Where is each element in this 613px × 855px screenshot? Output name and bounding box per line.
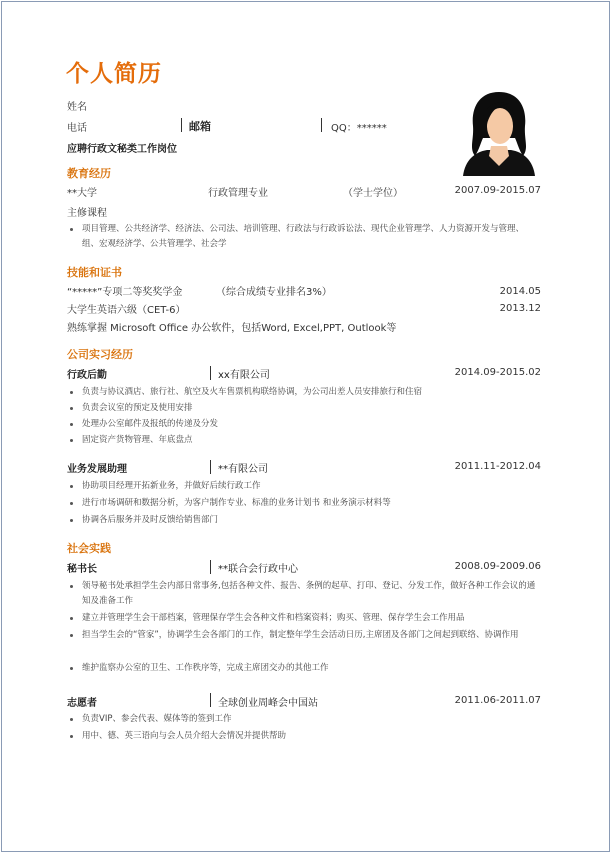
name-label: 姓名 [67,102,87,113]
phone-label: 电话 [67,123,87,134]
list-item: 协助项目经理开拓新业务，并做好后续行政工作 [70,479,540,494]
courses-list-item: 项目管理、公共经济学、经济法、公司法、培训管理、行政法与行政诉讼法、现代企业管理学、人力资源开发与管理、组、宏观经济学、公共管理学、社会学 [70,222,540,252]
job-date: 2011.11-2012.04 [454,461,541,472]
job-objective: 应聘行政文秘类工作岗位 [67,144,177,155]
section-education-heading: 教育经历 [67,167,111,180]
job-org: **联合会行政中心 [218,564,298,575]
divider [210,560,211,574]
divider [210,366,211,380]
female-avatar-icon [457,90,541,176]
divider [210,460,211,474]
job-role: 业务发展助理 [67,464,127,475]
list-item: 协调各后服务并及时反馈给销售部门 [70,513,540,528]
email-label: 邮箱 [189,120,211,133]
page-title: 个人简历 [66,61,162,87]
job-org: xx有限公司 [218,370,270,381]
list-item: 领导秘书处承担学生会内部日常事务,包括各种文件、报告、条例的起草、打印、登记、分发工作，做好各种工作会议的通知及准备工作 [70,579,540,609]
divider [210,693,211,707]
list-item: 固定资产货物管理、年底盘点 [70,433,540,448]
section-social-heading: 社会实践 [67,542,111,555]
section-skills-heading: 技能和证书 [67,266,122,279]
job-date: 2008.09-2009.06 [454,561,541,572]
job-role: 秘书长 [67,564,97,575]
list-item: 处理办公室邮件及报纸的传递及分发 [70,417,540,432]
qq-label: QQ：****** [331,123,387,134]
job-role: 志愿者 [67,698,97,709]
list-item: 负责VIP、参会代表、媒体等的签到工作 [70,712,540,727]
education-date: 2007.09-2015.07 [454,185,541,196]
courses-label: 主修课程 [67,208,107,219]
school-name: **大学 [67,188,97,199]
job-date: 2014.09-2015.02 [454,367,541,378]
divider [181,118,182,132]
list-item: 维护监察办公室的卫生、工作秩序等，完成主席团交办的其他工作 [70,661,540,676]
major: 行政管理专业 [208,188,268,199]
skill-office: 熟练掌握 Microsoft Office 办公软件，包括Word, Excel,PPT, Outlook等 [67,323,397,334]
skill-cet6-date: 2013.12 [499,303,541,314]
skill-scholarship-note: （综合成绩专业排名3%） [216,287,332,298]
skill-cet6: 大学生英语六级（CET-6） [67,305,186,316]
job-date: 2011.06-2011.07 [454,695,541,706]
job-org: 全球创业周峰会中国站 [218,698,318,709]
list-item: 负责会议室的预定及使用安排 [70,401,540,416]
skill-scholarship: “*****”专项二等奖奖学金 [67,287,183,298]
job-role: 行政后勤 [67,370,107,381]
list-item: 负责与协议酒店、旅行社、航空及火车售票机构联络协调，为公司出差人员安排旅行和住宿 [70,385,540,400]
skill-scholarship-date: 2014.05 [499,286,541,297]
list-item: 担当学生会的“管家”，协调学生会各部门的工作，制定整年学生会活动日历,主席团及各部门之间起到联络、协调作用 [70,628,540,643]
job-org: **有限公司 [218,464,268,475]
list-item: 进行市场调研和数据分析，为客户制作专业、标准的业务计划书 和业务演示材料等 [70,496,540,511]
section-internship-heading: 公司实习经历 [67,348,133,361]
divider [321,118,322,132]
degree: （学士学位） [343,188,403,199]
list-item: 用中、德、英三语向与会人员介绍大会情况并提供帮助 [70,729,540,744]
list-item: 建立并管理学生会干部档案，管理保存学生会各种文件和档案资料；购买、管理、保存学生会工作用品 [70,611,540,626]
